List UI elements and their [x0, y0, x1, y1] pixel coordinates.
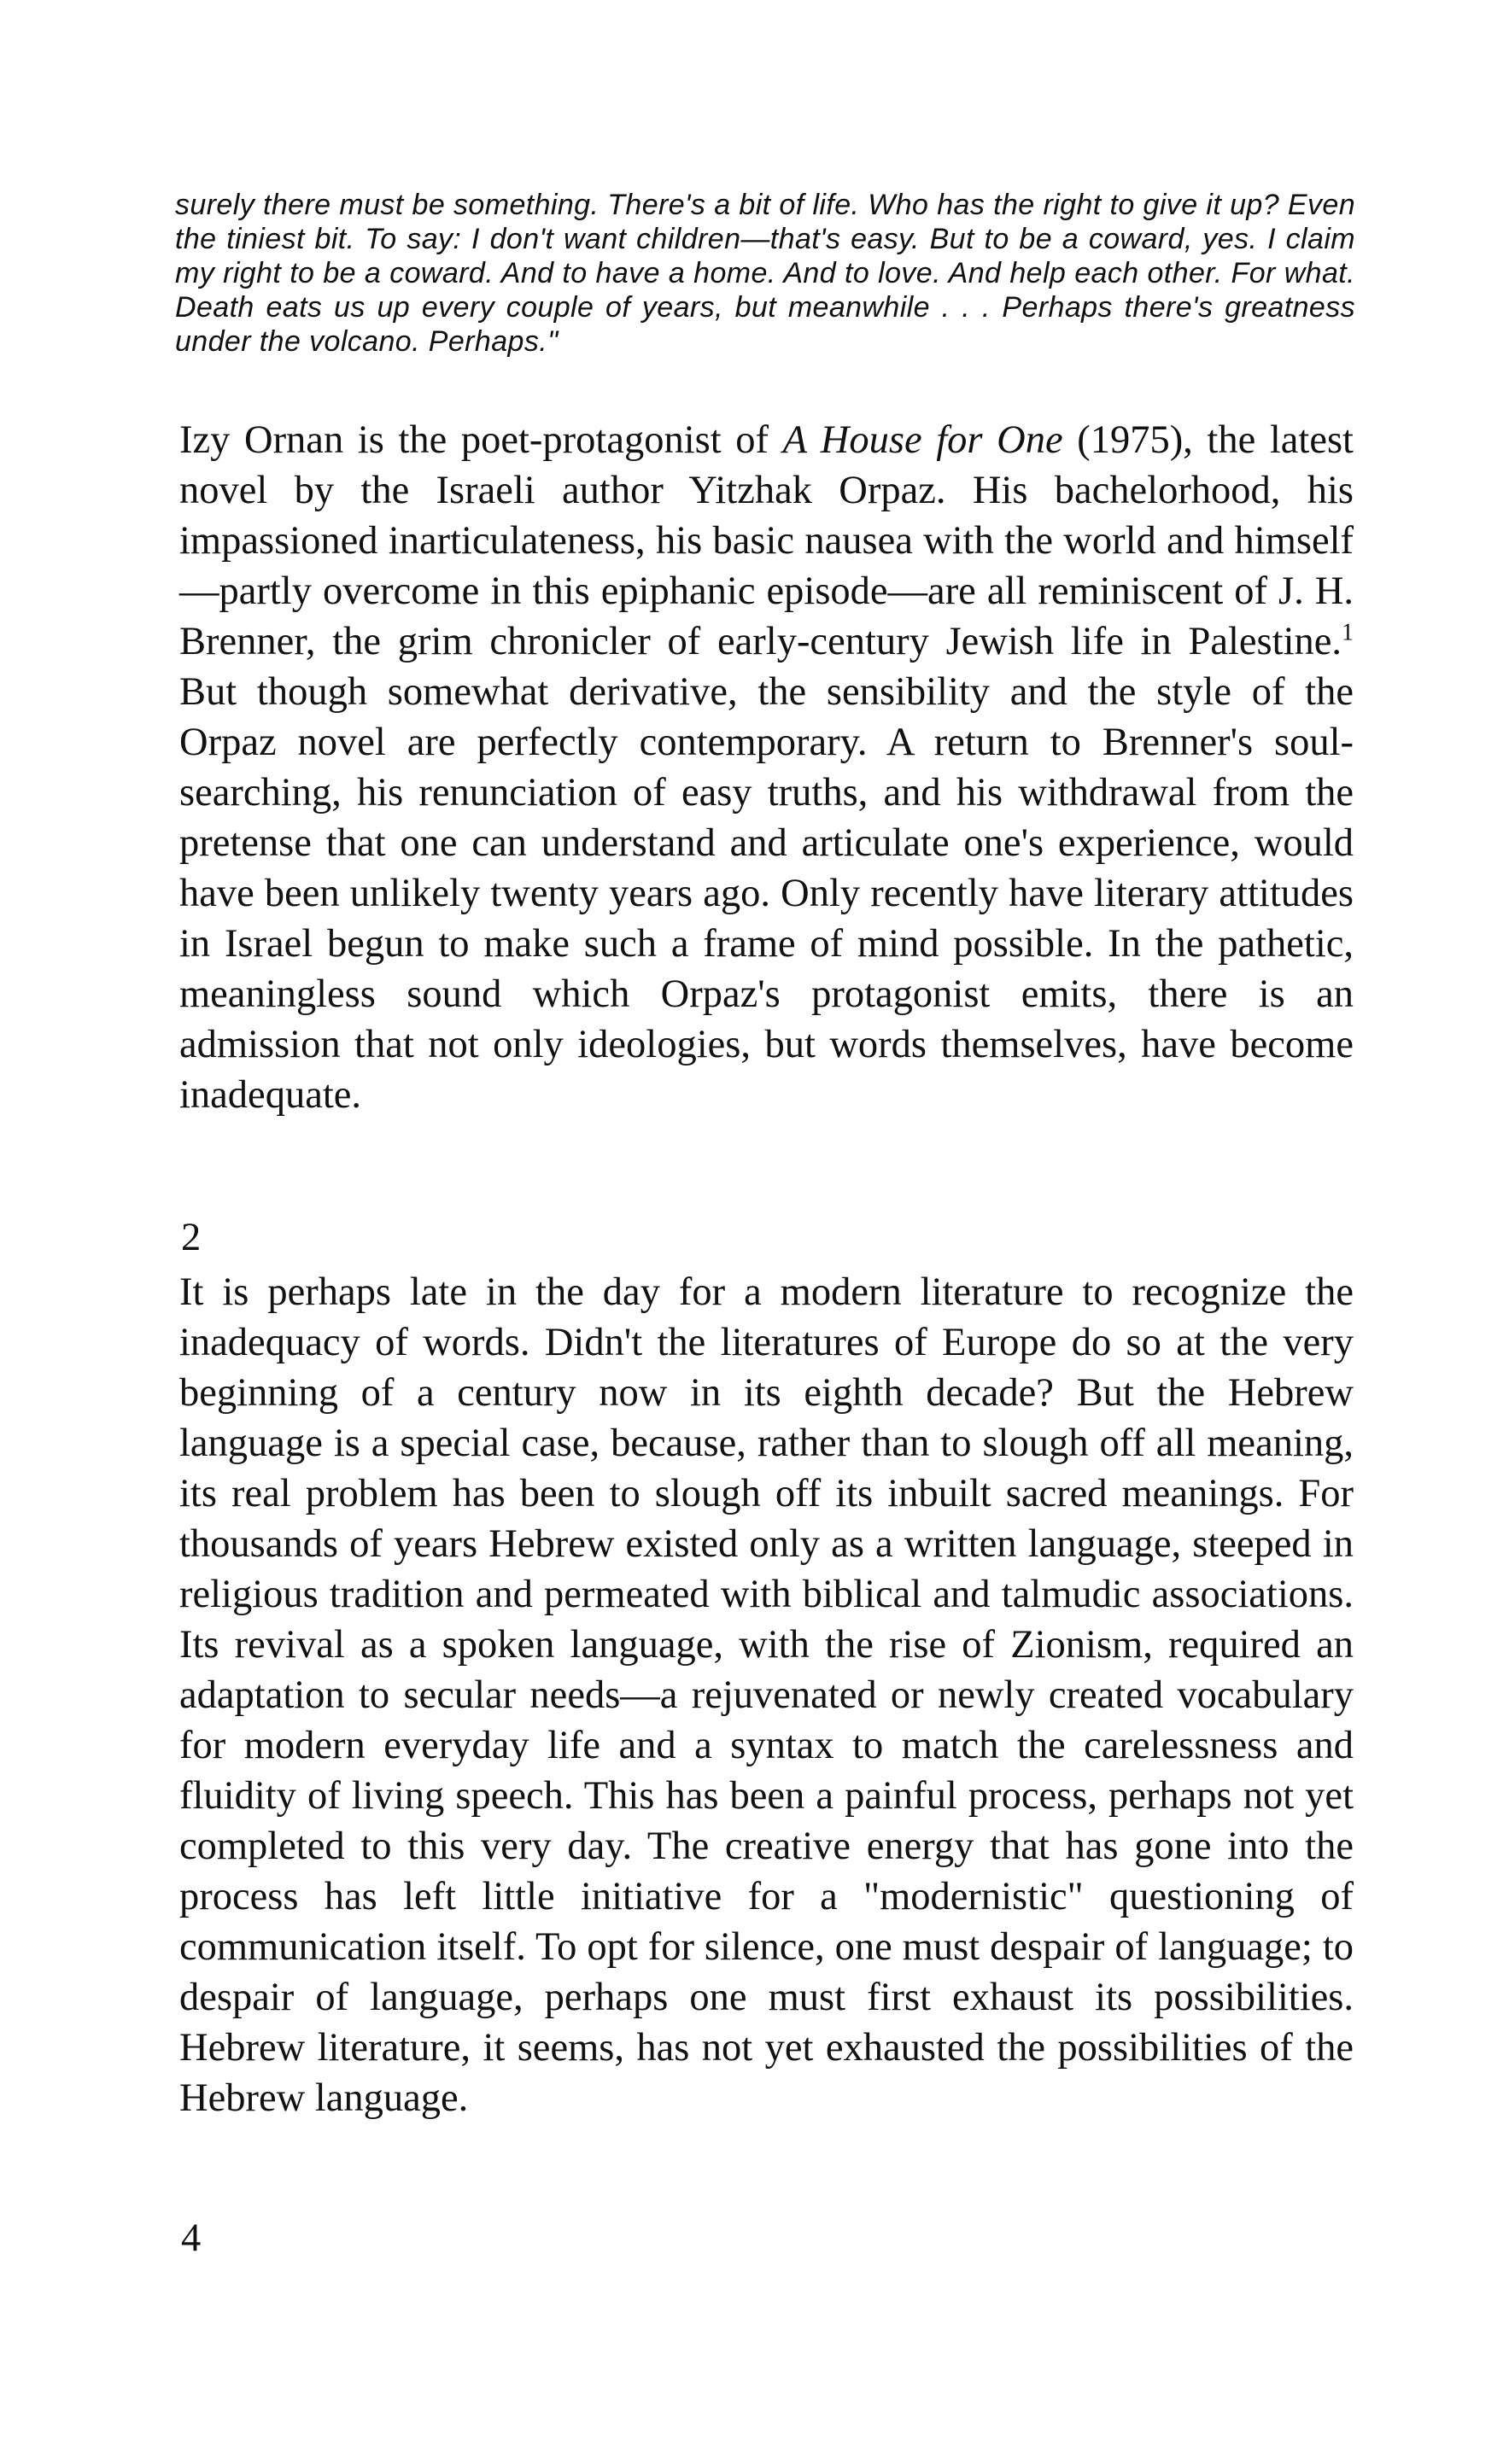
page-number: 4: [181, 2216, 202, 2260]
paragraph-text-segment: But though somewhat derivative, the sensibility and the style of the Orpaz novel are perfectly contemporary. A return to Brenner's soul-searching, his renunciation of easy truths, and his withdrawal from the pretense that one can understand and articulate one's experience, would have been unlikely twenty years ago. Only recently have literary attitudes in Israel begun to make such a frame of mind possible. In the pathetic, meaningless sound which Orpaz's protagonist emits, there is an admission that not only ideologies, but words themselves, have become inadequate.: [179, 670, 1354, 1117]
paragraph-text-segment: (1975), the latest novel by the Israeli author Yitzhak Orpaz. His bachelorhood, his impassioned inarticulateness, his basic nausea with the world and himself—partly overcome in this epiphanic episode—are all reminiscent of J. H. Brenner, the grim chronicler of early-century Jewish life in Palestine.: [179, 418, 1354, 663]
book-title: A House for One: [782, 418, 1063, 462]
epigraph-quote: surely there must be something. There's a bit of life. Who has the right to give it up? Even the tiniest bit. To say: I don't want children—that's easy. But to be a coward, yes. I claim my right to be a coward. And to have a home. And to love. And help each other. For what. Death eats us up every couple of years, but meanwhile . . . Perhaps there's greatness under the volcano. Perhaps.": [175, 189, 1355, 358]
section-number: 2: [181, 1216, 202, 1259]
footnote-reference[interactable]: 1: [1342, 619, 1354, 646]
body-paragraph-2: It is perhaps late in the day for a modern literature to recognize the inadequacy of words. Didn't the literatures of Europe do so at the very beginning of a century now in its eighth decade? But the Hebrew language is a special case, because, rather than to slough off all meaning, its real problem has been to slough off its inbuilt sacred meanings. For thousands of years Hebrew existed only as a written language, steeped in religious tradition and permeated with biblical and talmudic associations. Its revival as a spoken language, with the rise of Zionism, required an adaptation to secular needs—a rejuvenated or newly created vocabulary for modern everyday life and a syntax to match the carelessness and fluidity of living speech. This has been a painful process, perhaps not yet completed to this very day. The creative energy that has gone into the process has left little initiative for a "modernistic" questioning of communication itself. To opt for silence, one must despair of language; to despair of language, perhaps one must first exhaust its possibilities. Hebrew literature, it seems, has not yet exhausted the possibilities of the Hebrew language.: [179, 1270, 1354, 2120]
paragraph-text-segment: Izy Ornan is the poet-protagonist of: [179, 418, 783, 462]
body-paragraph-1: [179, 415, 1354, 1120]
